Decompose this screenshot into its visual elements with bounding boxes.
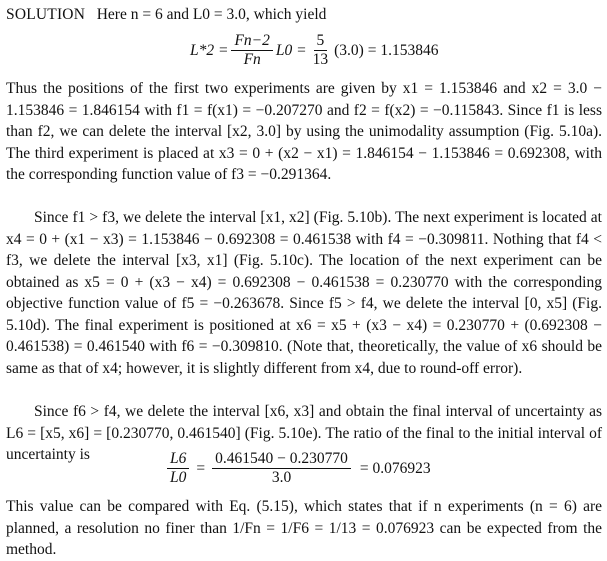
paragraph-4: This value can be compared with Eq. (5.15), which states that if n experiments (n = 6) are planned, a resolution no finer than 1/Fn = 1/F6 = 1/13 = 0.076923 can be expected from the method.	[6, 498, 602, 558]
solution-intro: Here n = 6 and L0 = 3.0, which yield	[96, 6, 327, 23]
eq2-frac1-num: L6	[167, 450, 189, 469]
eq2-eqsign: =	[196, 459, 206, 477]
eq1-after-frac1: L0 =	[275, 41, 307, 59]
solution-label: SOLUTION	[6, 6, 86, 23]
eq1-frac1-den: Fn	[243, 51, 261, 68]
eq2-frac1-den: L0	[170, 469, 187, 486]
solution-heading-line	[6, 4, 602, 26]
paragraph-2: Since f1 > f3, we delete the interval [x1, x2] (Fig. 5.10b). The next experiment is located at x4 = 0 + (x1 − x3) = 1.153846 − 0.692308 = 0.461538 with f4 = −0.309811. Nothing that f4 < f3, we delete the interval [x3, x1] (Fig. 5.10c). The location of the next experiment can be obtained as x5 = 0 + (x3 − x4) = 0.692308 − 0.461538 = 0.230770 with the corresponding objective function value of f5 = −0.263678. Since f5 > f4, we delete the interval [0, x5] (Fig. 5.10d). The final experiment is positioned at x6 = x5 + (x3 − x4) = 0.230770 + (0.692308 − 0.461538) = 0.461540 with f6 = −0.309810. (Note that, theoretically, the value of x6 should be same as that of x4; however, it is slightly different from x4, due to round-off error).	[6, 209, 602, 377]
eq2-rhs: = 0.076923	[359, 459, 431, 477]
eq1-fraction-value	[310, 32, 332, 69]
paragraph-3: Since f6 > f4, we delete the interval [x6, x3] and obtain the final interval of uncertainty as L6 = [x5, x6] = [0.230770, 0.461540] (Fig. 5.10e). The ratio of the final to the initial interval of uncertainty is	[6, 403, 602, 463]
eq1-frac2-den: 13	[312, 51, 329, 68]
eq1-lhs: L*2 =	[190, 41, 229, 59]
eq1-frac1-num: Fn−2	[231, 32, 272, 51]
eq2-fraction-values	[212, 450, 351, 487]
eq2-fraction-intervals	[167, 450, 189, 487]
eq1-frac2-num: 5	[314, 32, 328, 51]
eq2-frac2-den: 3.0	[271, 469, 292, 486]
equation-ratio	[190, 32, 438, 69]
eq1-fraction-fibonacci	[231, 32, 272, 69]
paragraph-1: Thus the positions of the first two experiments are given by x1 = 1.153846 and x2 = 3.0 − 1.153846 = 1.846154 with f1 = f(x1) = −0.207270 and f2 = f(x2) = −0.115843. Since f1 is less than f2, we can delete the interval [x2, 3.0] by using the unimodality assumption (Fig. 5.10a). The third experiment is placed at x3 = 0 + (x2 − x1) = 1.846154 − 1.153846 = 0.692308, with the corresponding function value of f3 = −0.291364.	[6, 80, 602, 183]
eq2-frac2-num: 0.461540 − 0.230770	[212, 450, 351, 469]
equation-final-ratio	[164, 450, 431, 487]
eq1-rhs: (3.0) = 1.153846	[334, 41, 439, 59]
